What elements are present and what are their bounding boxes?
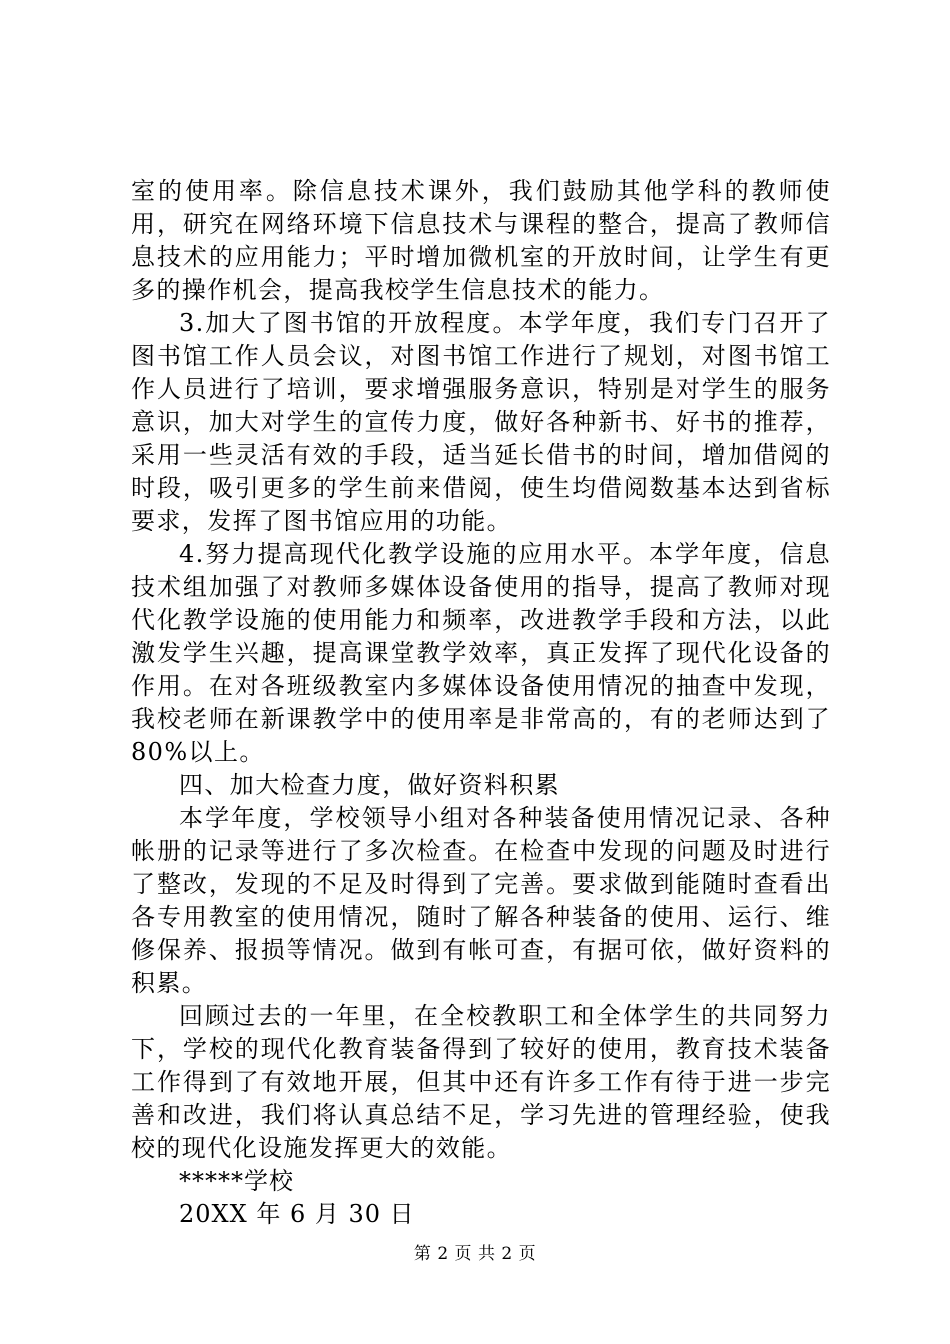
paragraph-computer-room: 室的使用率。除信息技术课外，我们鼓励其他学科的教师使用，研究在网络环境下信息技术与课程的整合，提高了教师信息技术的应用能力；平时增加微机室的开放时间，让学生有更多的操作机会，提高我校学生信息技术的能力。 bbox=[131, 177, 831, 304]
paragraph-inspection: 本学年度，学校领导小组对各种装备使用情况记录、各种帐册的记录等进行了多次检查。在检查中发现的问题及时进行了整改，发现的不足及时得到了完善。要求做到能随时查看出各专用教室的使用情况，随时了解各种装备的使用、运行、维修保养、报损等情况。做到有帐可查，有据可依，做好资料的积累。 bbox=[131, 804, 831, 997]
page-footer: 第 2 页 共 2 页 bbox=[413, 1244, 537, 1264]
paragraph-library: 3.加大了图书馆的开放程度。本学年度，我们专门召开了图书馆工作人员会议，对图书馆工作进行了规划，对图书馆工作人员进行了培训，要求增强服务意识，特别是对学生的服务意识，加大对学生的宣传力度，做好各种新书、好书的推荐，采用一些灵活有效的手段，适当延长借书的时间，增加借阅的时段，吸引更多的学生前来借阅，使生均借阅数基本达到省标要求，发挥了图书馆应用的功能。 bbox=[131, 309, 831, 535]
paragraph-review: 回顾过去的一年里，在全校教职工和全体学生的共同努力下，学校的现代化教育装备得到了较好的使用，教育技术装备工作得到了有效地开展，但其中还有许多工作有待于进一步完善和改进，我们将认真总结不足，学习先进的管理经验，使我校的现代化设施发挥更大的效能。 bbox=[131, 1002, 831, 1162]
document-body bbox=[131, 175, 831, 1231]
signature-school: *****学校 bbox=[179, 1167, 294, 1195]
section-heading-inspection: 四、加大检查力度，做好资料积累 bbox=[179, 771, 560, 799]
paragraph-modern-facilities: 4.努力提高现代化教学设施的应用水平。本学年度，信息技术组加强了对教师多媒体设备使用的指导，提高了教师对现代化教学设施的使用能力和频率，改进教学手段和方法，以此激发学生兴趣，提高课堂教学效率，真正发挥了现代化设备的作用。在对各班级教室内多媒体设备使用情况的抽查中发现，我校老师在新课教学中的使用率是非常高的，有的老师达到了80%以上。 bbox=[131, 540, 831, 766]
signature-date: 20XX 年 6 月 30 日 bbox=[179, 1200, 415, 1228]
